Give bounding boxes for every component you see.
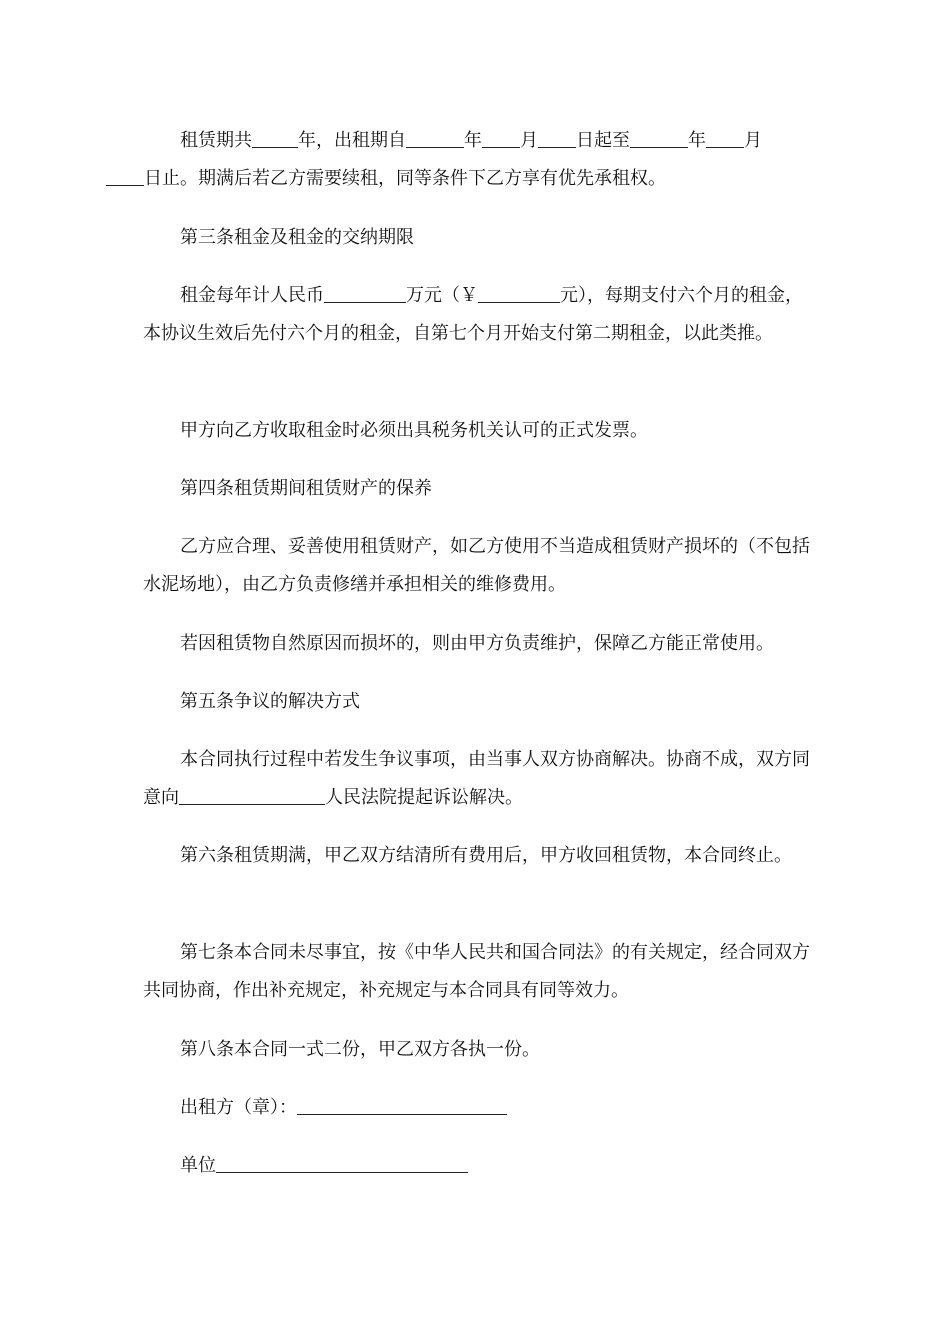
text: 年 (688, 130, 706, 151)
article-8-paragraph: 第八条本合同一式二份，甲乙双方各执一份。 (180, 1039, 540, 1060)
text: 本合同执行过程中若发生争议事项，由当事人双方协商解决。协商不成，双方同意向 (143, 749, 810, 808)
unit-label: 单位 (180, 1155, 216, 1176)
article-6-paragraph: 第六条租赁期满，甲乙双方结清所有费用后，甲方收回租赁物，本合同终止。 (180, 845, 792, 866)
text: 年，出租期自 (298, 130, 406, 151)
blank-end-day (106, 165, 144, 186)
article-3-heading: 第三条租金及租金的交纳期限 (180, 227, 414, 248)
lease-term-paragraph (143, 122, 811, 198)
rent-paragraph (143, 277, 811, 353)
unit-line (143, 1147, 811, 1185)
blank-unit (216, 1152, 468, 1173)
text: 租赁期共 (180, 130, 252, 151)
blank-start-day (538, 127, 576, 148)
blank-rent-yuan (478, 282, 560, 303)
article-4-heading: 第四条租赁期间租赁财产的保养 (180, 478, 432, 499)
text: 万元（￥ (406, 285, 478, 306)
text: 月 (520, 130, 538, 151)
blank-start-month (482, 127, 520, 148)
text: 日止。期满后若乙方需要续租，同等条件下乙方享有优先承租权。 (144, 168, 666, 189)
article-5-heading: 第五条争议的解决方式 (180, 691, 360, 712)
blank-lessor (297, 1094, 507, 1115)
invoice-paragraph: 甲方向乙方收取租金时必须出具税务机关认可的正式发票。 (180, 420, 648, 441)
blank-end-month (706, 127, 744, 148)
blank-years (252, 127, 298, 148)
text: 年 (464, 130, 482, 151)
text: 元），每期支付六个月的租金，本协议生效后先付六个月的租金，自第七个月开始支付第二期租金，以此类推。 (143, 285, 803, 344)
blank-court (179, 784, 325, 805)
blank-end-year (630, 127, 688, 148)
text: 人民法院提起诉讼解决。 (325, 787, 523, 808)
lessor-label: 出租方（章）： (180, 1097, 297, 1118)
blank-rent-amount (324, 282, 406, 303)
text: 月 (744, 130, 762, 151)
article-7-paragraph: 第七条本合同未尽事宜，按《中华人民共和国合同法》的有关规定，经合同双方共同协商，作出补充规定，补充规定与本合同具有同等效力。 (143, 942, 810, 1001)
blank-start-year (406, 127, 464, 148)
lessor-signature-line (143, 1089, 811, 1127)
natural-damage-paragraph: 若因租赁物自然原因而损坏的，则由甲方负责维护，保障乙方能正常使用。 (180, 633, 774, 654)
dispute-paragraph (143, 741, 811, 817)
text: 日起至 (576, 130, 630, 151)
maintenance-paragraph: 乙方应合理、妥善使用租赁财产，如乙方使用不当造成租赁财产损坏的（不包括水泥场地），由乙方负责修缮并承担相关的维修费用。 (143, 536, 810, 595)
text: 租金每年计人民币 (180, 285, 324, 306)
